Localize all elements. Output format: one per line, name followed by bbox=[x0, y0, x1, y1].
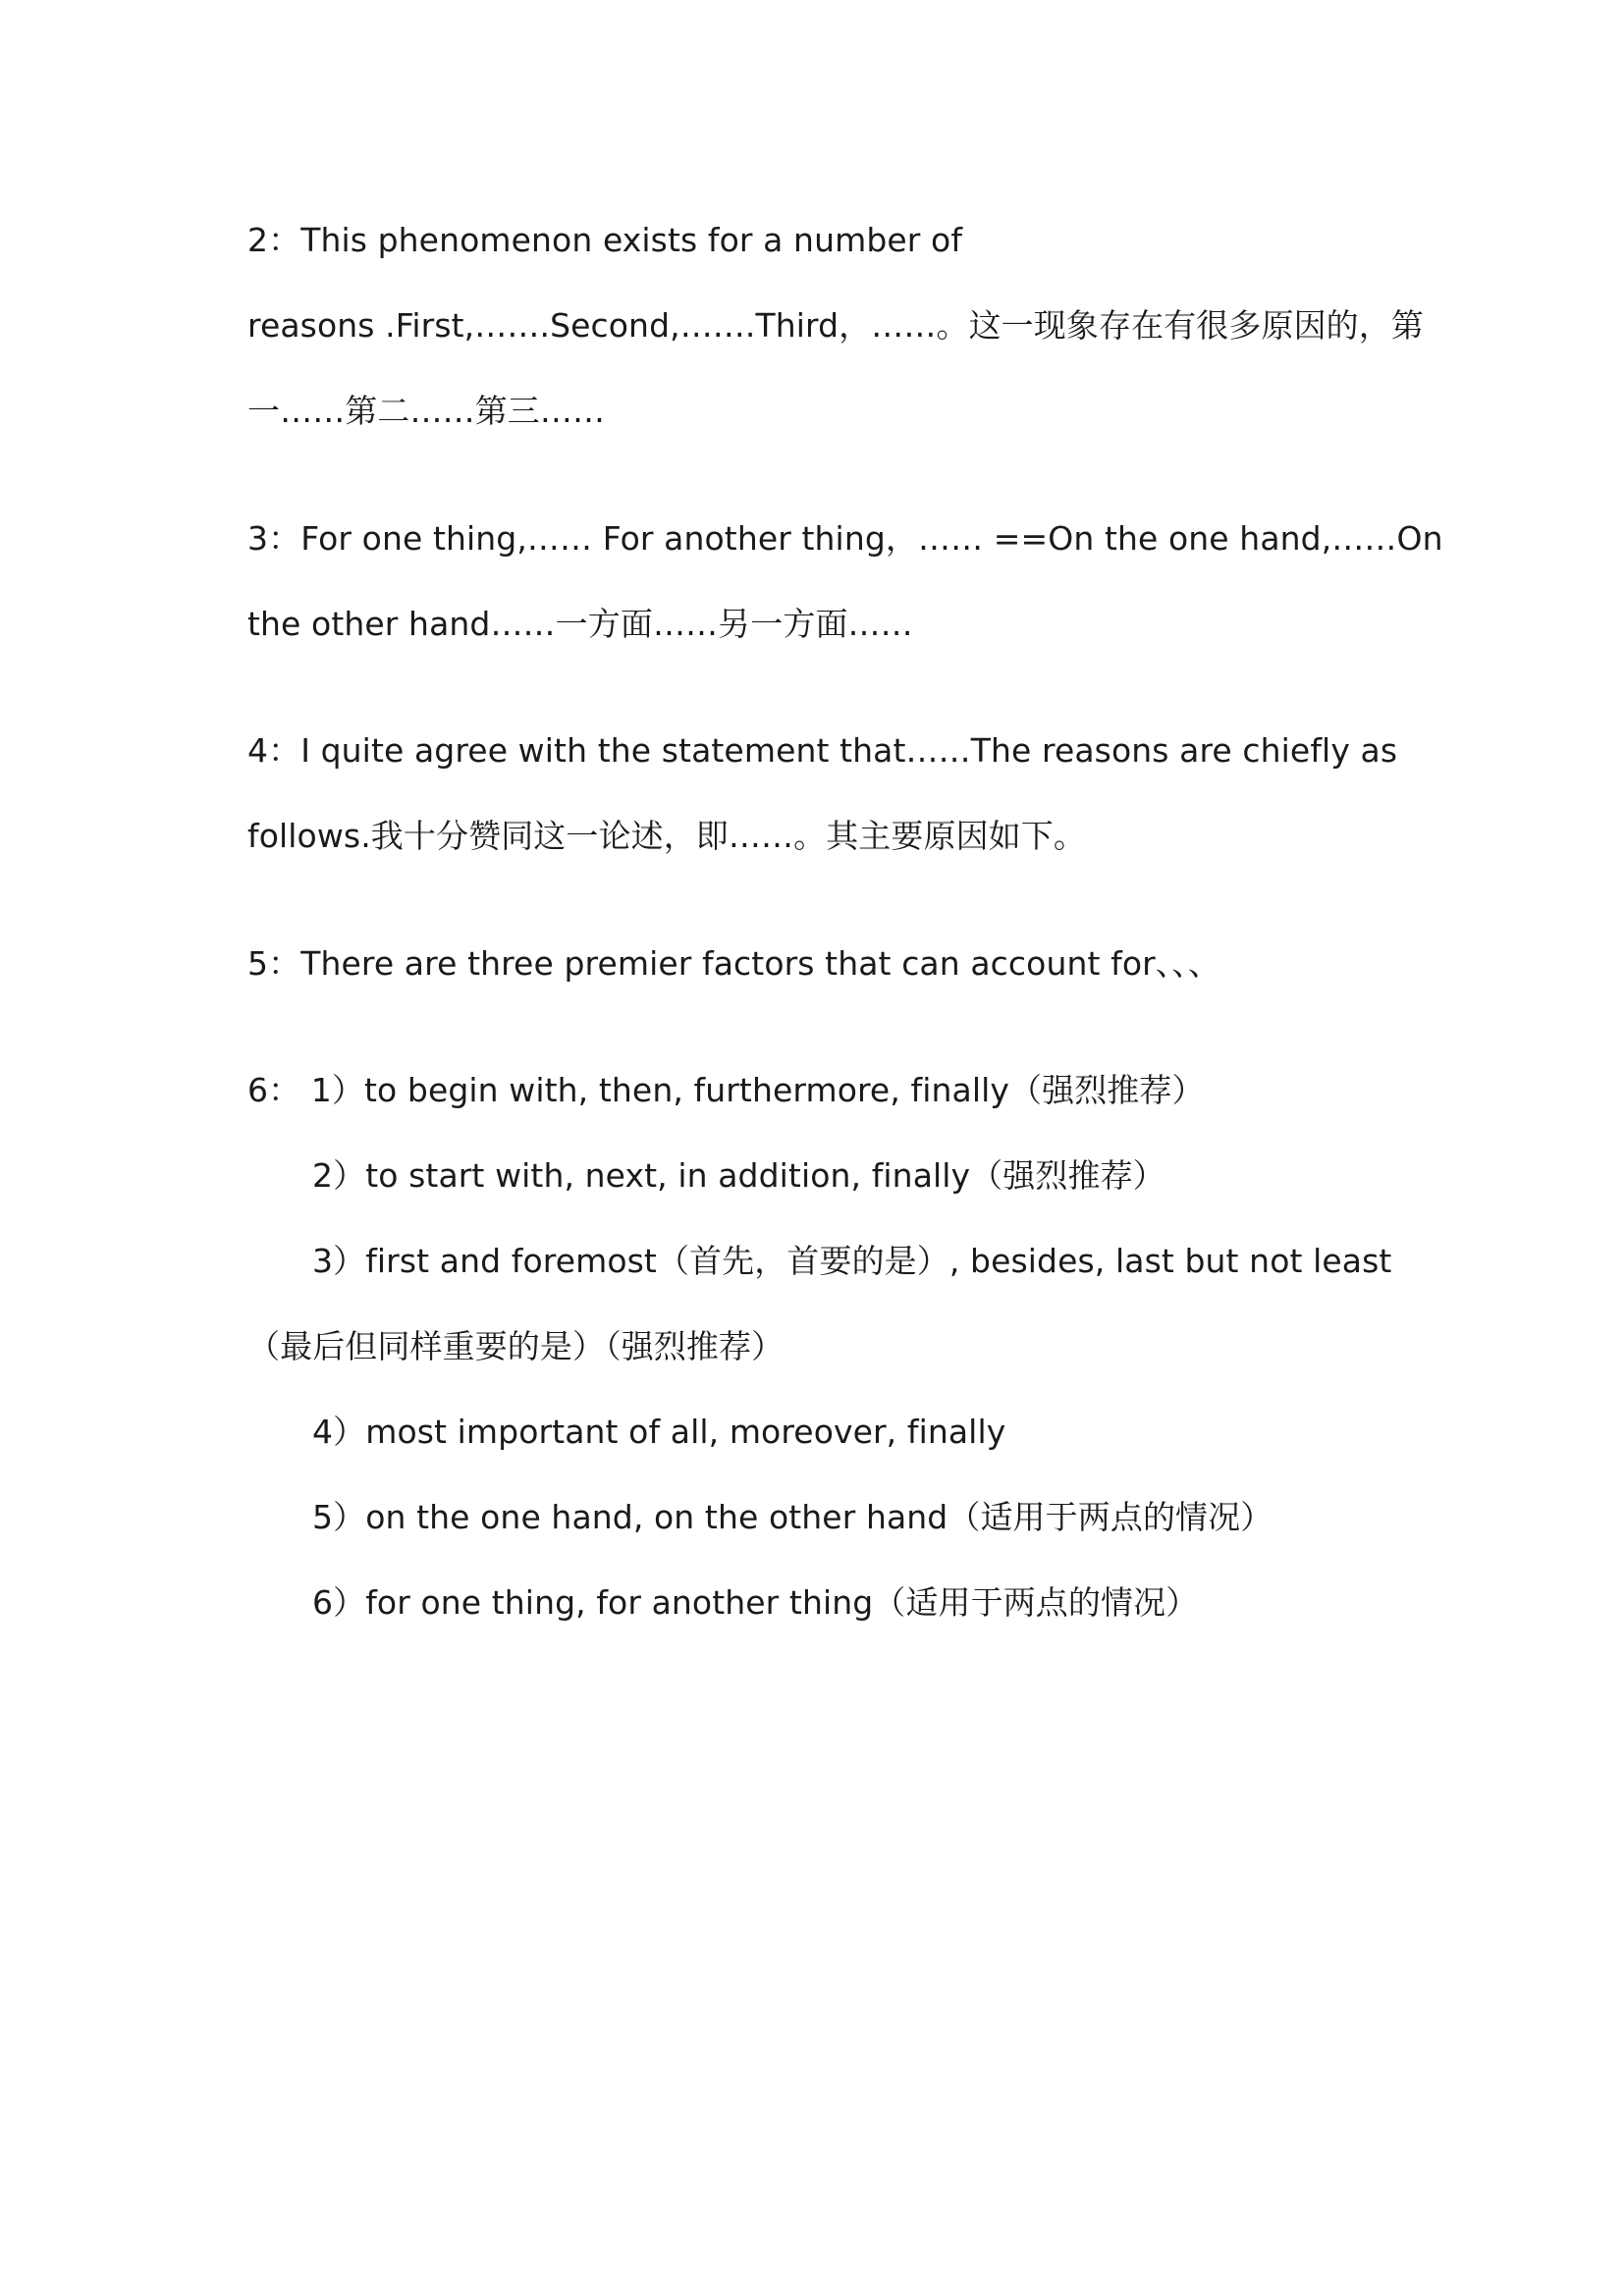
item-2-line-1: 2：This phenomenon exists for a number of bbox=[247, 221, 963, 259]
item-6-sub-3: 3）first and foremost（首先，首要的是）, besides, last but not least bbox=[312, 1242, 1392, 1280]
item-4-line-1: 4：I quite agree with the statement that……The reasons are chiefly as bbox=[247, 731, 1398, 770]
item-3-line-1: 3：For one thing,…… For another thing，…… ==On the one hand,……On bbox=[247, 519, 1443, 558]
item-6-sub-5: 5）on the one hand, on the other hand（适用于两点的情况） bbox=[312, 1498, 1273, 1536]
item-2-line-2: reasons .First,…….Second,…….Third，……。这一现象存在有很多原因的，第 bbox=[247, 306, 1424, 345]
item-2-line-3: 一……第二……第三…… bbox=[247, 392, 606, 430]
item-6-line-1: 6： 1）to begin with, then, furthermore, finally（强烈推荐） bbox=[247, 1071, 1205, 1109]
item-6-sub-3-continued: （最后但同样重要的是）（强烈推荐） bbox=[247, 1327, 785, 1365]
item-6-sub-2: 2）to start with, next, in addition, finally（强烈推荐） bbox=[312, 1156, 1165, 1195]
item-4-line-2: follows.我十分赞同这一论述，即……。其主要原因如下。 bbox=[247, 817, 1087, 855]
item-5-line-1: 5：There are three premier factors that can account for、、、 bbox=[247, 944, 1221, 983]
item-6-sub-4: 4）most important of all, moreover, finally bbox=[312, 1413, 1006, 1451]
item-3-line-2: the other hand……一方面……另一方面…… bbox=[247, 605, 913, 643]
item-6-sub-6: 6）for one thing, for another thing（适用于两点的情况） bbox=[312, 1583, 1199, 1622]
